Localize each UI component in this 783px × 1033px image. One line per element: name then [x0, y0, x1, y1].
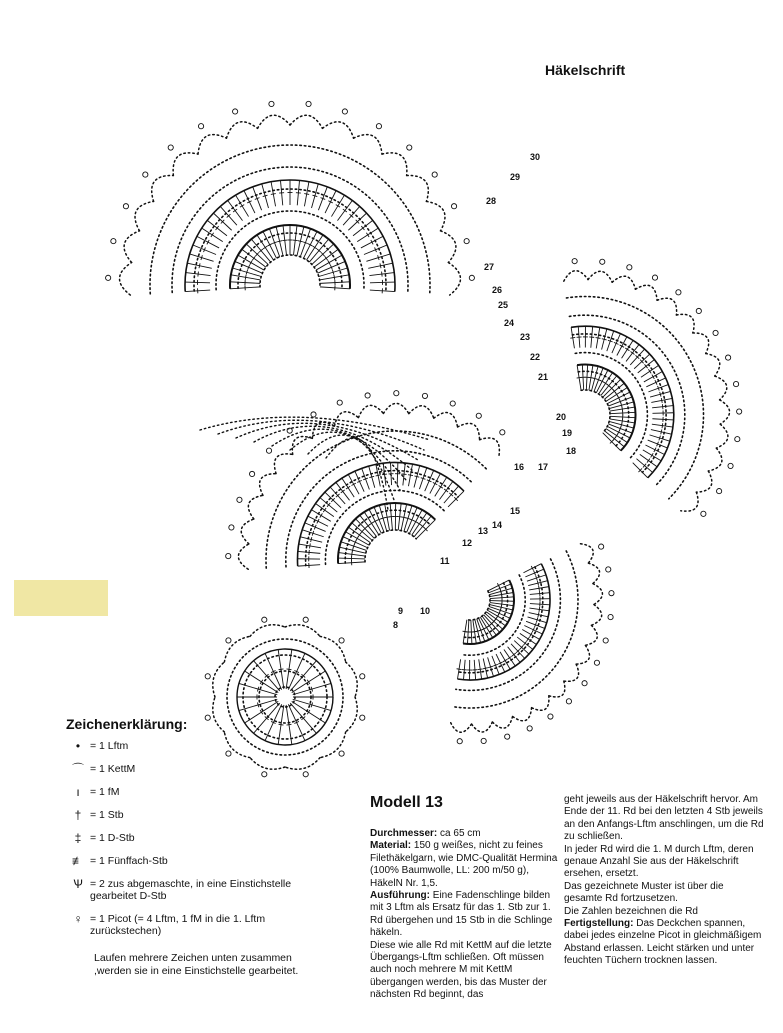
cluster-icon: Ѱ [73, 877, 83, 891]
legend-item: Ѱ = 2 zus abgemaschte, in eine Einstichstelle gearbeitet D-Stb [66, 878, 326, 902]
row-number: 13 [478, 526, 489, 536]
row-number: 29 [510, 172, 521, 182]
row-number: 18 [566, 446, 577, 456]
row-number: 22 [530, 352, 541, 362]
execution: Ausführung: Eine Fadenschlinge bilden mit 3 Lftm als Ersatz für das 1. Stb zur 1. Rd übergehen und 15 Stb in die Schlinge häkeln. [370, 890, 553, 939]
row-number: 26 [492, 285, 503, 295]
row-number: 9 [398, 606, 404, 616]
row-number: 28 [486, 196, 497, 206]
legend-note: Laufen mehrere Zeichen unten zusammen ,werden sie in eine Einstichstelle gearbeitet. [94, 952, 299, 977]
picot-icon: ♀ [73, 912, 83, 926]
paragraph: In jeder Rd wird die 1. M durch Lftm, deren genaue Anzahl Sie aus der Häkelschrift ersehen, ersetzt. [564, 843, 754, 880]
legend-title: Zeichenerklärung: [66, 716, 188, 732]
row-number: 23 [520, 332, 531, 342]
slip-stitch-icon: ⌒ [71, 762, 84, 776]
row-number: 8 [393, 620, 399, 630]
row-number: 10 [420, 606, 431, 616]
finishing: Fertigstellung: Das Deckchen spannen, dabei jedes einzelne Picot in gleichmäßigem Abstand erlassen. Leicht stärken und unter feuchten Tüchern trocknen lassen. [564, 918, 762, 967]
treble-crochet-icon: ‡ [74, 831, 82, 845]
row-number: 14 [492, 520, 503, 530]
instructions-col-2 [564, 794, 764, 968]
legend-item: ⌒ = 1 KettM [66, 763, 326, 775]
row-number: 21 [538, 372, 549, 382]
diameter: Durchmesser: ca 65 cm [370, 828, 481, 839]
row-number: 27 [484, 262, 495, 272]
paragraph: Das gezeichnete Muster ist über die gesamte Rd fortzusetzen. [564, 880, 724, 905]
row-number: 17 [538, 462, 549, 472]
row-number: 24 [504, 318, 515, 328]
legend-item: † = 1 Stb [66, 809, 326, 821]
legend [66, 740, 326, 948]
paragraph: Die Zahlen bezeichnen die Rd [564, 905, 698, 917]
legend-item: • = 1 Lftm [66, 740, 326, 752]
single-crochet-icon: ı [76, 785, 80, 799]
paragraph: Diese wie alle Rd mit KettM auf die letzte Übergangs-Lftm schließen. Oft müssen auch noch mehrere M mit KettM übergangen werden, bis das Muster der nächsten Rd beginnt, das [370, 939, 552, 1001]
legend-item: ≢ = 1 Fünffach-Stb [66, 855, 326, 867]
legend-item: ♀ = 1 Picot (= 4 Lftm, 1 fM in die 1. Lftm zurückstechen) [66, 913, 326, 937]
material: Material: 150 g weißes, nicht zu feines Filethäkelgarn, wie DMC-Qualität Hermina (100% Baumwolle, LL: 200 m/50 g), HäkelN Nr. 1,5. [370, 840, 558, 889]
row-number: 11 [440, 556, 450, 566]
row-number: 15 [510, 506, 521, 516]
quintuple-crochet-icon: ≢ [72, 854, 84, 868]
row-number: 30 [530, 152, 541, 162]
paragraph: geht jeweils aus der Häkelschrift hervor. Am Ende der 11. Rd bei den letzten 4 Stb jeweils an den Anfangs-Lftm anschlingen, um die Rd zu schließen. [564, 794, 764, 843]
double-crochet-icon: † [74, 808, 82, 822]
row-number: 12 [462, 538, 473, 548]
legend-item: ‡ = 1 D-Stb [66, 832, 326, 844]
row-number: 25 [498, 300, 509, 310]
model-title: Modell 13 [370, 794, 443, 811]
color-swatch [14, 580, 108, 616]
row-number: 16 [514, 462, 525, 472]
instructions-col-1 [370, 828, 560, 1002]
row-number: 19 [562, 428, 573, 438]
chart-title: Häkelschrift [545, 62, 626, 78]
chain-symbol-icon: • [75, 739, 81, 753]
legend-item: ı = 1 fM [66, 786, 326, 798]
row-number: 20 [556, 412, 567, 422]
